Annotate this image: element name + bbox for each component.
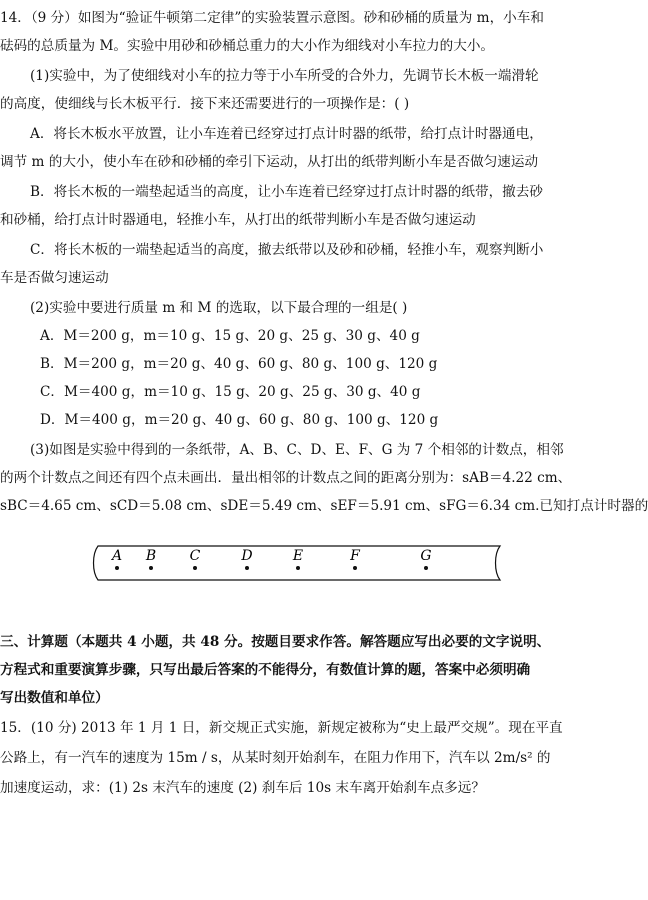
q14-part2-option-a: A．M＝200 g，m＝10 g、15 g、20 g、25 g、30 g、40 g xyxy=(40,328,420,344)
tape-points xyxy=(110,548,432,570)
tape-label-g: G xyxy=(420,548,432,564)
q14-option-b-line-2: 和砂桶，给打点计时器通电，轻推小车，从打出的纸带判断小车是否做匀速运动 xyxy=(0,212,476,228)
tape-label-a: A xyxy=(111,548,123,564)
q14-part1-line-1: (1)实验中，为了使细线对小车的拉力等于小车所受的合外力，先调节长木板一端滑轮 xyxy=(30,68,539,84)
tape-point-b xyxy=(149,566,153,570)
q14-part3-line-3: sBC＝4.65 cm、sCD＝5.08 cm、sDE＝5.49 cm、sEF＝5.91 cm、sFG＝6.34 cm.已知打点计时器的 xyxy=(0,498,648,514)
q15-line-3: 加速度运动，求：(1) 2s 末汽车的速度 (2) 刹车后 10s 末车离开始刹车点多远？ xyxy=(0,780,485,796)
q14-stem-line-2: 砝码的总质量为 M。实验中用砂和砂桶总重力的大小作为细线对小车拉力的大小。 xyxy=(0,38,495,54)
tape-point-c xyxy=(193,566,197,570)
tape-label-c: C xyxy=(189,548,201,564)
tape-label-d: D xyxy=(241,548,253,564)
section3-heading-line-2: 方程式和重要演算步骤，只写出最后答案的不能得分，有数值计算的题，答案中必须明确 xyxy=(0,662,531,678)
q14-part2: (2)实验中要进行质量 m 和 M 的选取，以下最合理的一组是( ) xyxy=(30,300,408,316)
q14-option-c-line-2: 车是否做匀速运动 xyxy=(0,270,109,286)
tape-label-f: F xyxy=(350,548,360,564)
q14-part2-option-c: C．M＝400 g，m＝10 g、15 g、20 g、25 g、30 g、40 g xyxy=(40,384,421,400)
q14-part3-line-1: (3)如图是实验中得到的一条纸带，A、B、C、D、E、F、G 为 7 个相邻的计数点，相邻 xyxy=(30,442,564,458)
q15-line-1: 15．(10 分) 2013 年 1 月 1 日，新交规正式实施，新规定被称为“史上最严交规”。现在平直 xyxy=(0,720,563,736)
q14-option-c-line-1: C．将长木板的一端垫起适当的高度，撤去纸带以及砂和砂桶，轻推小车，观察判断小 xyxy=(30,242,544,258)
tape-point-g xyxy=(424,566,428,570)
q14-part2-option-b: B．M＝200 g，m＝20 g、40 g、60 g、80 g、100 g、120 g xyxy=(40,356,438,372)
q14-option-a-line-1: A．将长木板水平放置，让小车连着已经穿过打点计时器的纸带，给打点计时器通电， xyxy=(30,126,543,142)
q14-option-a-line-2: 调节 m 的大小，使小车在砂和砂桶的牵引下运动，从打出的纸带判断小车是否做匀速运动 xyxy=(0,154,539,170)
section3-heading-line-3: 写出数值和单位） xyxy=(0,690,109,706)
q14-stem-line-1: 14．（9 分）如图为“验证牛顿第二定律”的实验装置示意图。砂和砂桶的质量为 m，小车和 xyxy=(0,10,544,26)
section3-heading-line-1: 三、计算题（本题共 4 小题，共 48 分。按题目要求作答。解答题应写出必要的文字说明、 xyxy=(0,634,551,650)
tape-label-b: B xyxy=(145,548,157,564)
tape-point-a xyxy=(115,566,119,570)
tape-label-e: E xyxy=(292,548,304,564)
tape-point-f xyxy=(353,566,357,570)
q14-option-b-line-1: B．将长木板的一端垫起适当的高度，让小车连着已经穿过打点计时器的纸带，撤去砂 xyxy=(30,184,543,200)
tape-point-e xyxy=(296,566,300,570)
q14-part2-option-d: D．M＝400 g，m＝20 g、40 g、60 g、80 g、100 g、120 g xyxy=(40,412,439,428)
q14-part1-line-2: 的高度，使细线与长木板平行．接下来还需要进行的一项操作是：( ) xyxy=(0,96,410,112)
q15-line-2: 公路上，有一汽车的速度为 15m / s，从某时刻开始刹车，在阻力作用下，汽车以 2m/s² 的 xyxy=(0,750,551,766)
q14-part3-line-2: 的两个计数点之间还有四个点未画出．量出相邻的计数点之间的距离分别为：sAB＝4.22 cm、 xyxy=(0,470,572,486)
paper-tape-diagram xyxy=(92,538,504,588)
tape-point-d xyxy=(245,566,249,570)
